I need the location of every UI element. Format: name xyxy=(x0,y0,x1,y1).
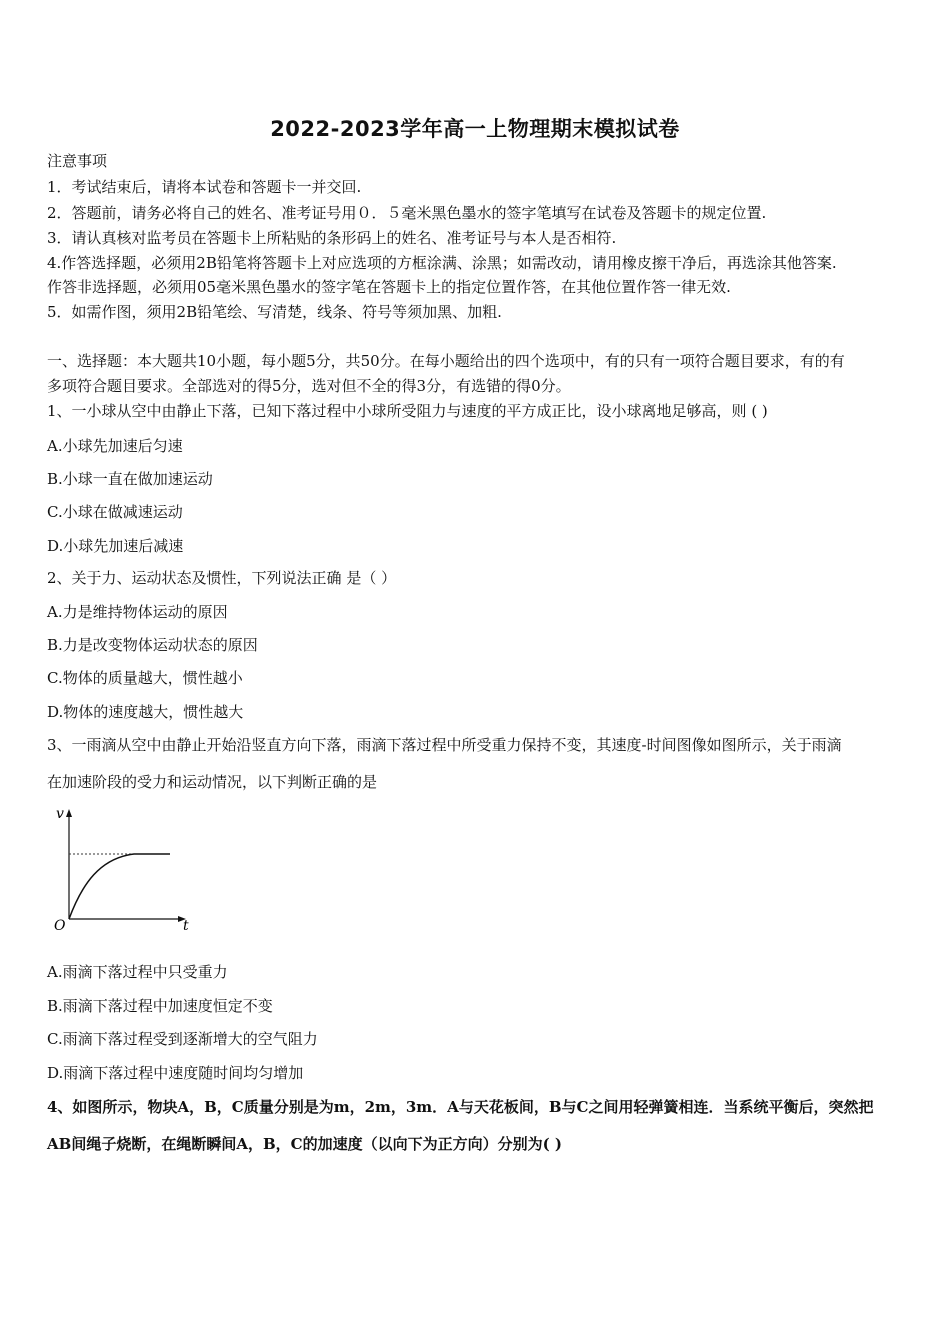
question-1-option-d: D.小球先加速后减速 xyxy=(47,537,184,555)
page-title: 2022-2023学年高一上物理期末模拟试卷 xyxy=(270,117,680,141)
velocity-time-graph xyxy=(46,806,196,936)
question-2-option-b: B.力是改变物体运动状态的原因 xyxy=(47,636,258,654)
notice-item-1: 1．考试结束后，请将本试卷和答题卡一并交回. xyxy=(47,178,362,196)
section-intro-line1: 一、选择题：本大题共10小题，每小题5分，共50分。在每小题给出的四个选项中，有的只有一项符合题目要求，有的有 xyxy=(47,352,845,370)
question-2-option-d: D.物体的速度越大，惯性越大 xyxy=(47,703,244,721)
v-axis-label: v xyxy=(56,806,64,822)
notice-item-3: 3．请认真核对监考员在答题卡上所粘贴的条形码上的姓名、准考证号与本人是否相符. xyxy=(47,229,617,247)
question-1-option-a: A.小球先加速后匀速 xyxy=(47,437,183,455)
question-2-option-c: C.物体的质量越大，惯性越小 xyxy=(47,669,243,687)
notice-item-5: 5．如需作图，须用2B铅笔绘、写清楚，线条、符号等须加黑、加粗. xyxy=(47,303,502,321)
notice-item-2: 2．答题前，请务必将自己的姓名、准考证号用０．５毫米黑色墨水的签字笔填写在试卷及答题卡的规定位置. xyxy=(47,204,767,222)
question-2-stem: 2、关于力、运动状态及惯性，下列说法正确 是（ ） xyxy=(47,569,397,587)
question-4-stem-line1: 4、如图所示，物块A，B，C质量分别是为m，2m，3m．A与天花板间，B与C之间用轻弹簧相连．当系统平衡后，突然把 xyxy=(47,1098,874,1116)
section-intro-line2: 多项符合题目要求。全部选对的得5分，选对但不全的得3分，有选错的得0分。 xyxy=(47,377,571,395)
notice-item-4-cont: 作答非选择题，必须用05毫米黑色墨水的签字笔在答题卡上的指定位置作答，在其他位置作答一律无效. xyxy=(47,278,731,296)
question-1-option-b: B.小球一直在做加速运动 xyxy=(47,470,213,488)
question-1-option-c: C.小球在做减速运动 xyxy=(47,503,183,521)
question-3-stem-line1: 3、一雨滴从空中由静止开始沿竖直方向下落，雨滴下落过程中所受重力保持不变，其速度-时间图像如图所示，关于雨滴 xyxy=(47,736,842,754)
question-3-option-c: C.雨滴下落过程受到逐渐增大的空气阻力 xyxy=(47,1030,318,1048)
question-3-stem-line2: 在加速阶段的受力和运动情况，以下判断正确的是 xyxy=(47,773,378,791)
question-1-stem: 1、一小球从空中由静止下落，已知下落过程中小球所受阻力与速度的平方成正比，设小球离地足够高，则 ( ) xyxy=(47,402,768,420)
origin-label: O xyxy=(54,918,66,934)
t-axis-label: t xyxy=(183,918,189,934)
notice-item-4: 4.作答选择题，必须用2B铅笔将答题卡上对应选项的方框涂满、涂黑；如需改动，请用橡皮擦干净后，再选涂其他答案. xyxy=(47,254,837,272)
question-3-option-b: B.雨滴下落过程中加速度恒定不变 xyxy=(47,997,273,1015)
notice-heading: 注意事项 xyxy=(47,152,108,170)
velocity-curve xyxy=(69,854,170,919)
v-axis-arrow xyxy=(66,809,72,817)
question-3-option-d: D.雨滴下落过程中速度随时间均匀增加 xyxy=(47,1064,304,1082)
question-3-option-a: A.雨滴下落过程中只受重力 xyxy=(47,963,228,981)
question-4-stem-line2: AB间绳子烧断，在绳断瞬间A，B，C的加速度（以向下为正方向）分别为( ) xyxy=(47,1135,562,1153)
question-2-option-a: A.力是维持物体运动的原因 xyxy=(47,603,228,621)
